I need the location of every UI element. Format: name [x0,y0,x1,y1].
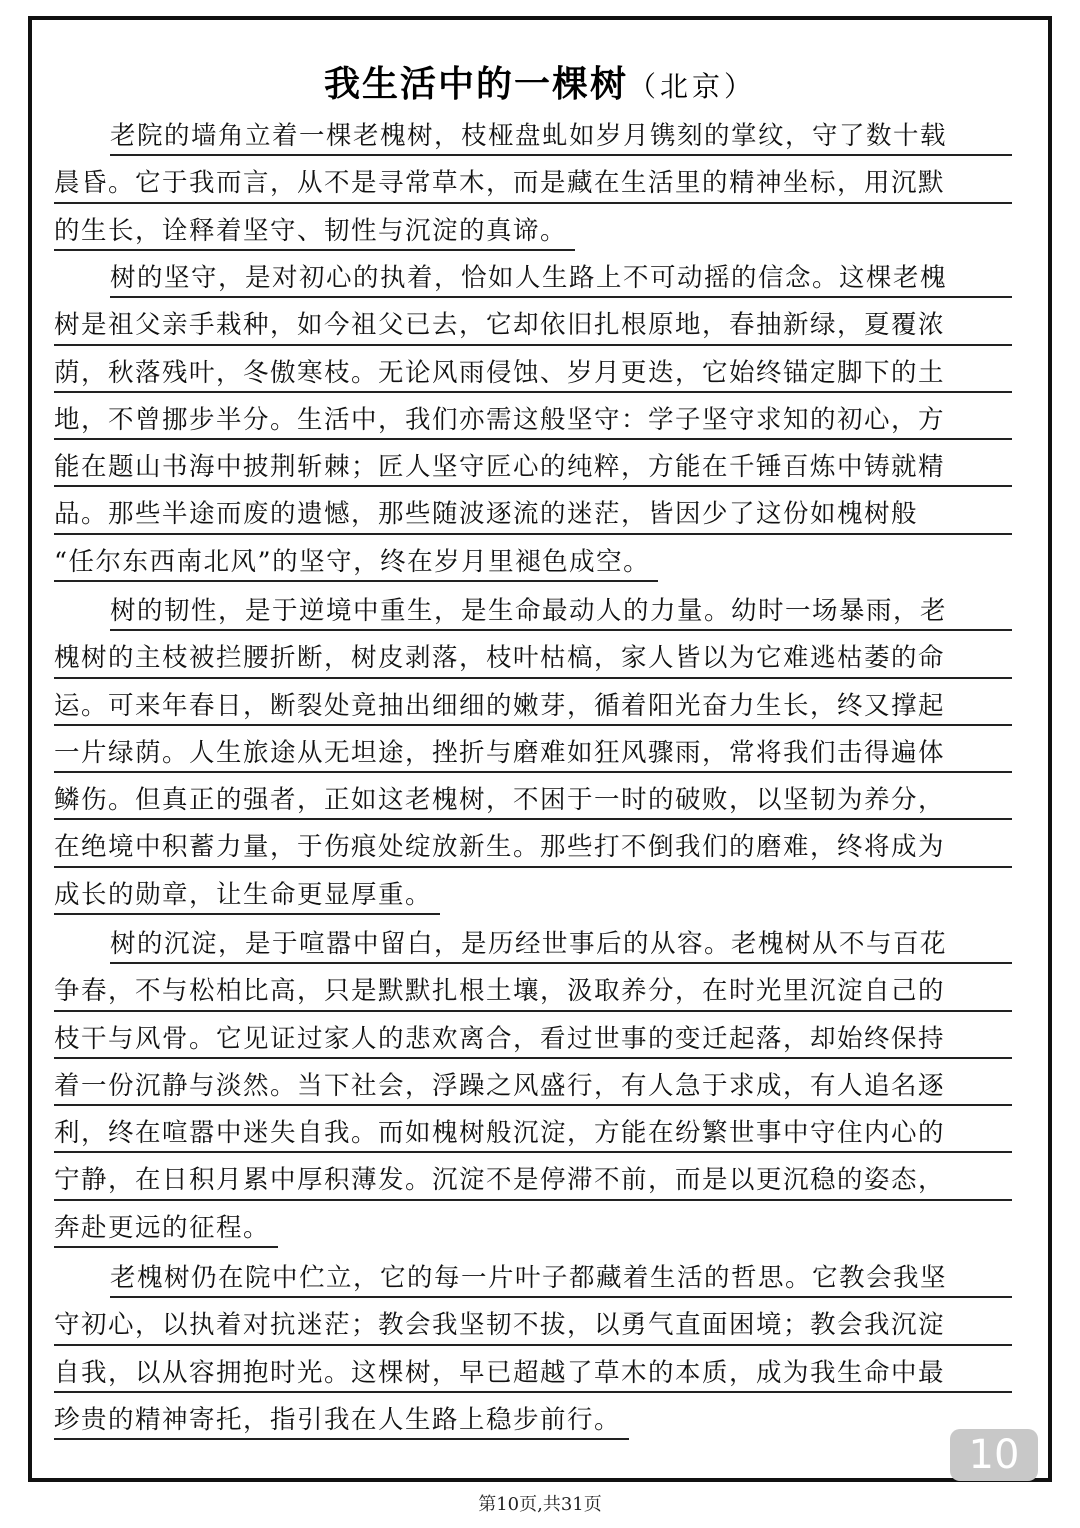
text-line: “任尔东西南北风”的坚守，终在岁月里褪色成空。 [54,539,658,586]
text-line: 成长的勋章，让生命更显厚重。 [54,872,440,919]
text-line: 品。那些半途而废的遗憾，那些随波逐流的迷茫，皆因少了这份如槐树般 [54,491,1012,538]
text-line: 树的韧性，是于逆境中重生，是生命最动人的力量。幼时一场暴雨，老 [54,588,1012,635]
paragraph-1 [54,113,1012,255]
page-number-badge: 10 [950,1429,1038,1481]
text-line: 的生长，诠释着坚守、韧性与沉淀的真谛。 [54,208,575,255]
text-line: 利，终在喧嚣中迷失自我。而如槐树般沉淀，方能在纷繁世事中守住内心的 [54,1110,1012,1157]
text-line: 树的坚守，是对初心的执着，恰如人生路上不可动摇的信念。这棵老槐 [54,255,1012,302]
paragraph-2 [54,255,1012,586]
text-line: 珍贵的精神寄托，指引我在人生路上稳步前行。 [54,1397,629,1444]
title-main: 我生活中的一棵树 [323,64,628,105]
text-line: 运。可来年春日，断裂处竟抽出细细的嫩芽，循着阳光奋力生长，终又撑起 [54,683,1012,730]
text-line: 地，不曾挪步半分。生活中，我们亦需这般坚守：学子坚守求知的初心，方 [54,397,1012,444]
text-line: 槐树的主枝被拦腰折断，树皮剥落，枝叶枯槁，家人皆以为它难逃枯萎的命 [54,635,1012,682]
text-line: 树是祖父亲手栽种，如今祖父已去，它却依旧扎根原地，春抽新绿，夏覆浓 [54,302,1012,349]
page-footer: 第10页,共31页 [478,1494,602,1515]
text-line: 奔赴更远的征程。 [54,1205,278,1252]
paragraph-3 [54,588,1012,919]
text-line: 自我，以从容拥抱时光。这棵树，早已超越了草木的本质，成为我生命中最 [54,1350,1012,1397]
text-line: 老院的墙角立着一棵老槐树，枝桠盘虬如岁月镌刻的掌纹，守了数十载 [54,113,1012,160]
text-line: 荫，秋落残叶，冬傲寒枝。无论风雨侵蚀、岁月更迭，它始终锚定脚下的土 [54,350,1012,397]
text-line: 老槐树仍在院中伫立，它的每一片叶子都藏着生活的哲思。它教会我坚 [54,1255,1012,1302]
text-line: 争春，不与松柏比高，只是默默扎根土壤，汲取养分，在时光里沉淀自己的 [54,968,1012,1015]
paragraph-4 [54,921,1012,1252]
text-line: 鳞伤。但真正的强者，正如这老槐树，不困于一时的破败，以坚韧为养分， [54,777,1012,824]
text-line: 能在题山书海中披荆斩棘；匠人坚守匠心的纯粹，方能在千锤百炼中铸就精 [54,444,1012,491]
text-line: 枝干与风骨。它见证过家人的悲欢离合，看过世事的变迁起落，却始终保持 [54,1016,1012,1063]
text-line: 晨昏。它于我而言，从不是寻常草木，而是藏在生活里的精神坐标，用沉默 [54,160,1012,207]
text-line: 宁静，在日积月累中厚积薄发。沉淀不是停滞不前，而是以更沉稳的姿态， [54,1157,1012,1204]
title-source: （北京） [628,70,757,103]
text-line: 着一份沉静与淡然。当下社会，浮躁之风盛行，有人急于求成，有人追名逐 [54,1063,1012,1110]
text-line: 树的沉淀，是于喧嚣中留白，是历经世事后的从容。老槐树从不与百花 [54,921,1012,968]
text-line: 一片绿荫。人生旅途从无坦途，挫折与磨难如狂风骤雨，常将我们击得遍体 [54,730,1012,777]
essay-title [0,56,1080,107]
paragraph-5 [54,1255,1012,1444]
text-line: 守初心，以执着对抗迷茫；教会我坚韧不拔，以勇气直面困境；教会我沉淀 [54,1302,1012,1349]
text-line: 在绝境中积蓄力量，于伤痕处绽放新生。那些打不倒我们的磨难，终将成为 [54,824,1012,871]
